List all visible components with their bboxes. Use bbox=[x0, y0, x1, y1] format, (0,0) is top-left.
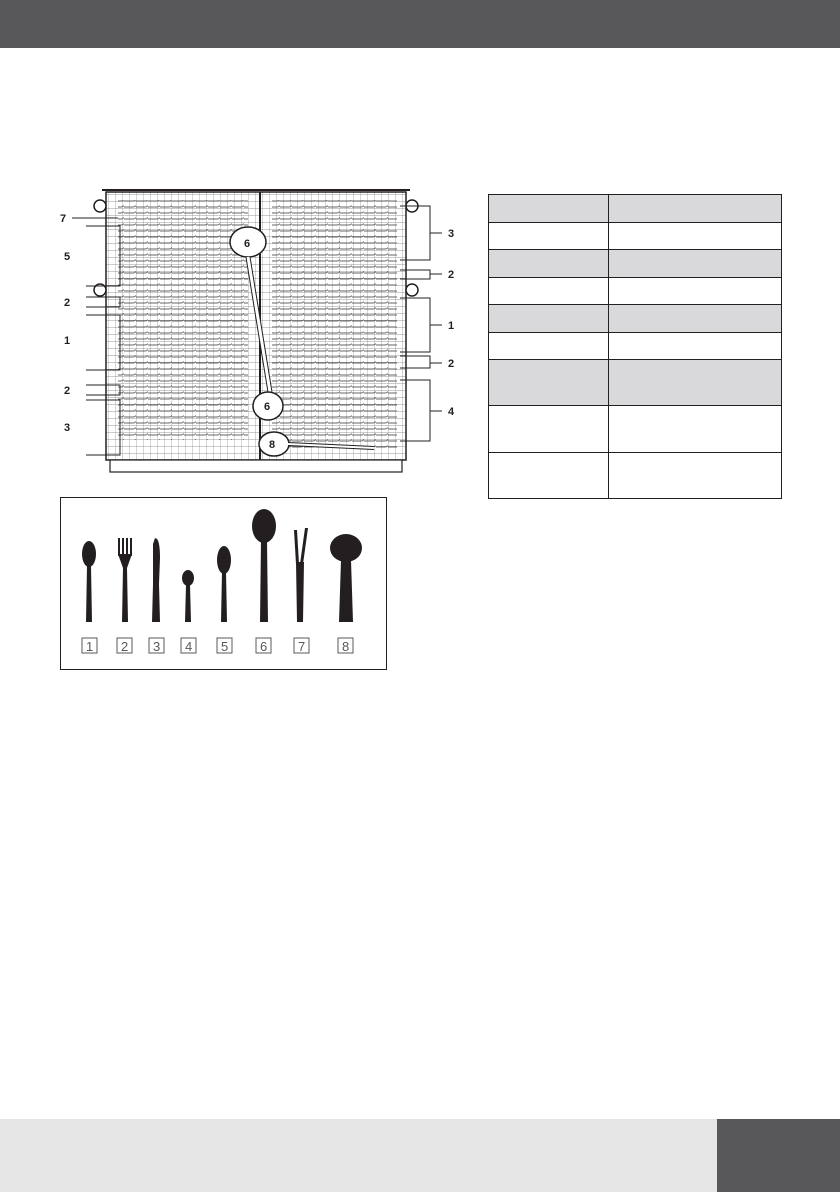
table-row bbox=[489, 223, 782, 250]
table-row bbox=[489, 333, 782, 360]
spoon-label: 6 bbox=[244, 238, 251, 250]
table-cell bbox=[489, 195, 609, 223]
table-row bbox=[489, 453, 782, 499]
table-cell bbox=[489, 406, 609, 453]
legend-table bbox=[488, 194, 782, 499]
table-row bbox=[489, 250, 782, 278]
ladle-icon bbox=[330, 534, 362, 622]
cutlery-number: 7 bbox=[298, 639, 306, 654]
cutlery-area bbox=[272, 200, 397, 450]
teaspoon-icon bbox=[182, 570, 194, 622]
table-row bbox=[489, 406, 782, 453]
table-cell bbox=[609, 223, 782, 250]
cutlery-key-figure bbox=[60, 497, 387, 670]
table-row bbox=[489, 360, 782, 406]
page-number-block bbox=[717, 1119, 840, 1192]
table-row bbox=[489, 195, 782, 223]
wheel-icon bbox=[406, 284, 418, 296]
dessert-spoon-icon bbox=[217, 546, 231, 622]
cutlery-number: 1 bbox=[86, 639, 94, 654]
table-cell bbox=[609, 333, 782, 360]
cutlery-number: 6 bbox=[260, 639, 268, 654]
table-cell bbox=[609, 453, 782, 499]
cutlery-number: 3 bbox=[153, 639, 161, 654]
cutlery-number: 8 bbox=[342, 639, 350, 654]
table-cell bbox=[609, 360, 782, 406]
table-cell bbox=[489, 453, 609, 499]
basket-label-left: 7 bbox=[60, 213, 67, 225]
cutlery-number: 2 bbox=[121, 639, 129, 654]
fork-icon bbox=[118, 538, 132, 622]
basket-label-right: 1 bbox=[448, 320, 455, 332]
cutlery-area bbox=[118, 200, 251, 440]
basket-label-right: 3 bbox=[448, 228, 455, 240]
basket-label-left: 3 bbox=[64, 422, 71, 434]
serving-spoon-icon bbox=[252, 509, 276, 622]
table-row bbox=[489, 278, 782, 305]
basket-label-right: 2 bbox=[448, 358, 455, 370]
table-cell bbox=[489, 278, 609, 305]
table-cell bbox=[609, 406, 782, 453]
basket-loading-diagram bbox=[52, 180, 472, 480]
table-cell bbox=[609, 278, 782, 305]
cutlery-number: 4 bbox=[185, 639, 193, 654]
basket-label-left: 2 bbox=[64, 297, 71, 309]
tablespoon-icon bbox=[82, 541, 96, 622]
table-cell bbox=[609, 195, 782, 223]
table-cell bbox=[489, 305, 609, 333]
header-bar bbox=[0, 0, 840, 48]
table-cell bbox=[609, 305, 782, 333]
cutlery-number: 5 bbox=[221, 639, 229, 654]
spoon-label: 6 bbox=[264, 401, 271, 413]
ladle-label: 8 bbox=[269, 439, 276, 451]
basket-label-left: 1 bbox=[64, 335, 71, 347]
table-cell bbox=[609, 250, 782, 278]
basket-label-right: 4 bbox=[448, 406, 455, 418]
table-row bbox=[489, 305, 782, 333]
table-cell bbox=[489, 360, 609, 406]
table-cell bbox=[489, 250, 609, 278]
serving-fork-icon bbox=[294, 528, 308, 622]
footer-bar bbox=[0, 1119, 840, 1192]
basket-label-left: 5 bbox=[64, 251, 71, 263]
table-cell bbox=[489, 333, 609, 360]
wheel-icon bbox=[94, 200, 106, 212]
basket-label-right: 2 bbox=[448, 269, 455, 281]
knife-icon bbox=[152, 538, 160, 622]
table-cell bbox=[489, 223, 609, 250]
basket-label-left: 2 bbox=[64, 385, 71, 397]
